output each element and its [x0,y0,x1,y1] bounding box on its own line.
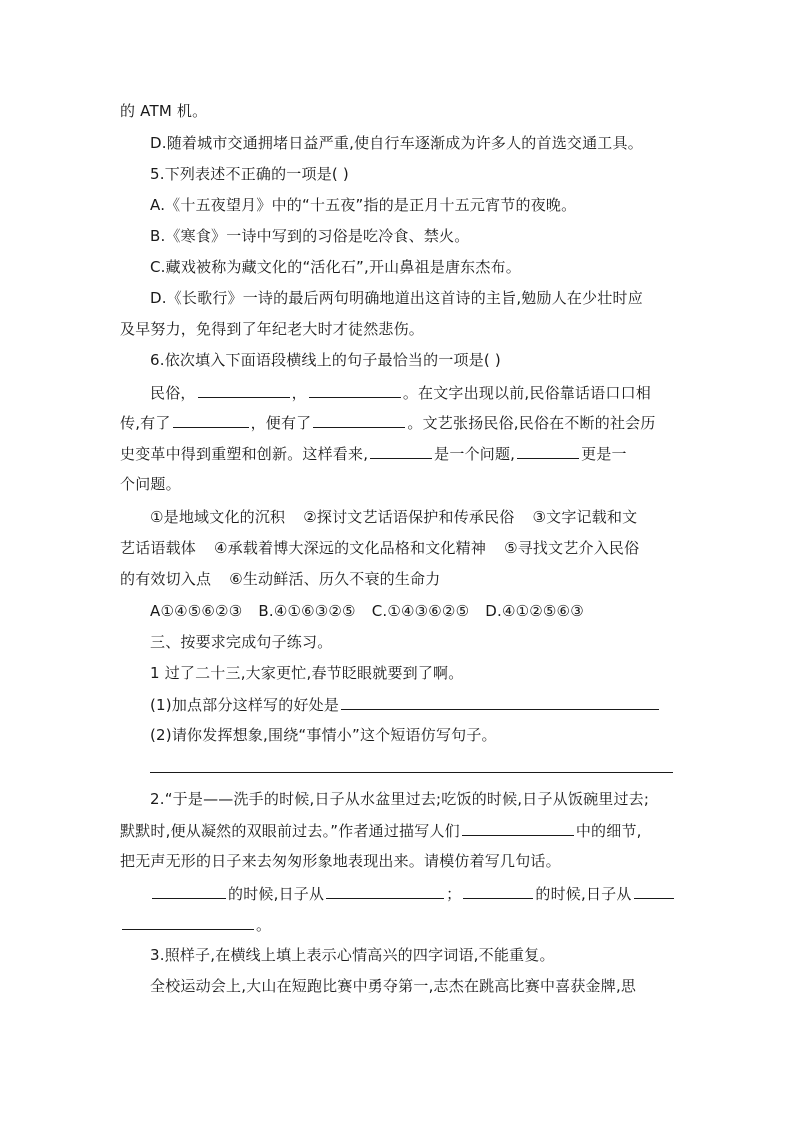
option-c: C.藏戏被称为藏文化的“活化石”,开山鼻祖是唐东杰布。 [150,258,521,276]
imitation-line [120,914,680,935]
answer-option-b: B.④①⑥③②⑤ [258,602,356,620]
passage-text: 民俗， [150,384,196,402]
sentence-item: ⑤寻找文艺介入民俗 [504,539,640,557]
blank-line[interactable] [326,883,444,899]
text-line: D.随着城市交通拥堵日益严重,使自行车逐渐成为许多人的首选交通工具。 [150,134,643,152]
blank-line[interactable] [309,382,401,398]
prompt-text: (1)加点部分这样写的好处是 [150,696,340,714]
sentence-item: ④承载着博大深远的文化品格和文化精神 [214,539,487,557]
passage-text: 。文艺张扬民俗,民俗在不断的社会历 [407,414,656,432]
answer-line[interactable] [341,694,659,710]
prompt-text: 。 [256,916,272,934]
question-2-line: 把无声无形的日子来去匆匆形象地表现出来。请模仿着写几句话。 [120,852,561,870]
passage-text: 更是一 [581,445,627,463]
option-d: D.《长歌行》一诗的最后两句明确地道出这首诗的主旨,勉励人在少壮时应 [150,289,643,307]
passage-text: 史变革中得到重塑和创新。这样看来, [120,445,369,463]
question-2-line [120,820,680,841]
blank-line[interactable] [517,443,579,459]
question-3-passage: 全校运动会上,大山在短跑比赛中勇夺第一,志杰在跳高比赛中喜获金牌,思 [150,977,637,995]
passage-text: 。在文字出现以前,民俗靠话语口口相 [402,384,651,402]
sentence-item: ②探讨文艺话语保护和传承民俗 [303,508,515,526]
answer-option-a: A①④⑤⑥②③ [150,602,243,620]
question-1: 1 过了二十三,大家更忙,春节眨眼就要到了啊。 [150,664,464,682]
section-heading: 三、按要求完成句子练习。 [150,633,333,651]
prompt-text: 中的细节, [575,822,642,840]
passage-text: 是一个问题, [434,445,516,463]
prompt-text: 的时候,日子从 [535,885,632,903]
passage-line [120,443,680,464]
sentence-item: 的有效切入点 [120,570,212,588]
imitation-line [150,883,680,904]
sentence-item: 艺话语载体 [120,539,197,557]
items-line [120,538,680,558]
blank-line[interactable] [313,412,405,428]
prompt-text: 的时候,日子从 [228,885,325,903]
blank-line[interactable] [152,883,226,899]
blank-line[interactable] [370,443,432,459]
option-b: B.《寒食》一诗中写到的习俗是吃冷食、禁火。 [150,227,470,245]
question-1-part-2: (2)请你发挥想象,围绕“事情小”这个短语仿写句子。 [150,726,497,744]
text-line: 的 ATM 机。 [120,102,208,120]
sentence-item: ⑥生动鲜活、历久不衰的生命力 [229,570,441,588]
question-6: 6.依次填入下面语段横线上的句子最恰当的一项是( ) [150,351,501,369]
passage-line [150,382,680,403]
blank-line[interactable] [463,883,533,899]
blank-line[interactable] [198,382,290,398]
answer-option-c: C.①④③⑥②⑤ [371,602,470,620]
sentence-item: ①是地域文化的沉积 [150,508,286,526]
blank-line[interactable] [173,412,249,428]
text-line: 及早努力，免得到了年纪老大时才徒然悲伤。 [120,320,425,338]
blank-line[interactable] [634,883,674,899]
blank-line[interactable] [122,914,254,930]
question-5: 5.下列表述不正确的一项是( ) [150,165,349,183]
passage-text: ， [291,384,307,402]
answer-option-d: D.④①②⑤⑥③ [485,602,584,620]
option-a: A.《十五夜望月》中的“十五夜”指的是正月十五元宵节的夜晚。 [150,196,577,214]
passage-text: ，便有了 [250,414,312,432]
question-2: 2.“于是——洗手的时候,日子从水盆里过去;吃饭的时候,日子从饭碗里过去; [150,790,650,808]
prompt-text: ； [446,885,462,903]
question-3: 3.照样子,在横线上填上表示心情高兴的四字词语,不能重复。 [150,946,555,964]
answer-options [150,601,680,621]
answer-line[interactable] [150,772,673,773]
passage-line [120,412,680,433]
passage-line: 个问题。 [120,475,181,493]
question-1-part-1 [150,694,680,715]
passage-text: 传,有了 [120,414,171,432]
prompt-text: 默默时,便从凝然的双眼前过去。”作者通过描写人们 [120,822,460,840]
items-line [150,507,680,527]
sentence-item: ③文字记载和文 [532,508,638,526]
blank-line[interactable] [462,820,574,836]
items-line [120,569,680,589]
